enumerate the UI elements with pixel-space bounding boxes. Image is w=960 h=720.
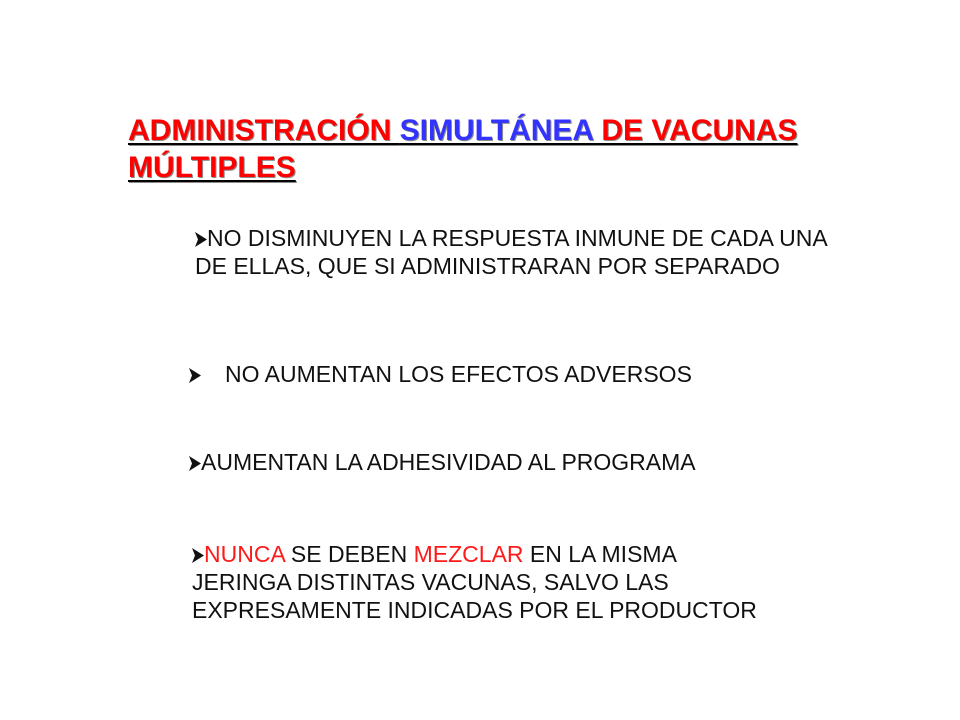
bullet-text: EN LA MISMA	[523, 541, 677, 567]
bullet-text: SE DEBEN	[284, 541, 414, 567]
bullet-text-line: NO DISMINUYEN LA RESPUESTA INMUNE DE CADA UNA	[207, 225, 828, 251]
emphasis-word-mezclar: MEZCLAR	[413, 541, 524, 567]
title-part-simultanea: SIMULTÁNEA	[399, 114, 593, 147]
bullet-item-nunca-mezclar	[192, 540, 892, 624]
arrowhead-bullet-icon	[189, 456, 201, 471]
bullet-item-efectos-adversos	[189, 360, 889, 388]
arrowhead-bullet-icon	[195, 232, 207, 247]
slide-title	[128, 112, 868, 186]
bullet-text-line: JERINGA DISTINTAS VACUNAS, SALVO LAS	[192, 569, 669, 595]
bullet-text: NO AUMENTAN LOS EFECTOS ADVERSOS	[225, 361, 692, 387]
title-part-vacunas: DE VACUNAS MÚLTIPLES	[128, 114, 798, 184]
bullet-item-respuesta-inmune	[195, 224, 935, 280]
bullet-text-line: DE ELLAS, QUE SI ADMINISTRARAN POR SEPARADO	[195, 253, 780, 279]
bullet-item-adhesividad	[189, 448, 889, 476]
emphasis-word-nunca: NUNCA	[204, 541, 285, 567]
title-part-administracion: ADMINISTRACIÓN	[128, 114, 400, 147]
arrowhead-bullet-icon	[192, 548, 204, 563]
bullet-text-line: EXPRESAMENTE INDICADAS POR EL PRODUCTOR	[192, 597, 757, 623]
arrowhead-bullet-icon	[189, 368, 201, 383]
bullet-text: AUMENTAN LA ADHESIVIDAD AL PROGRAMA	[201, 449, 696, 475]
